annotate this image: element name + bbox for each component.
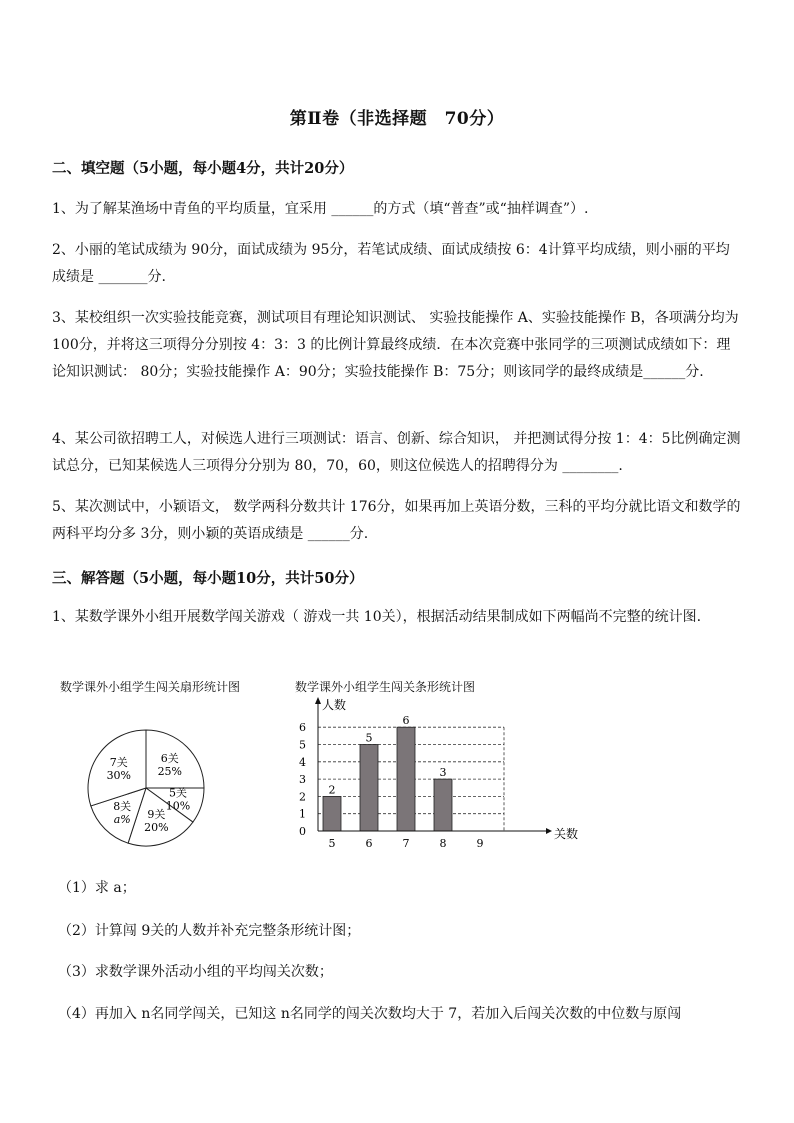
pie-chart bbox=[80, 725, 220, 860]
page-title: 第Ⅱ卷（非选择题 70分） bbox=[289, 109, 505, 129]
fill-in-question-1: 1、为了解某渔场中青鱼的平均质量，宜采用 ______的方式（填“普查”或“抽样调查”）. bbox=[52, 201, 589, 217]
bar-8 bbox=[434, 779, 452, 831]
y-axis-arrow bbox=[315, 697, 321, 704]
pie-slice-value-2: 20% bbox=[144, 821, 169, 834]
bar-value-label: 3 bbox=[439, 766, 447, 780]
fill-in-question-5: 5、某次测试中，小颖语文， 数学两科分数共计 176分，如果再加上英语分数，三科的平均分就比语文和数学的两科平均分多 3分，则小颖的英语成绩是 ______分. bbox=[52, 499, 741, 542]
y-tick-label: 0 bbox=[299, 825, 306, 838]
question-4: （4）再加入 n名同学闯关，已知这 n名同学的闯关次数均大于 7，若加入后闯关次数的中位数与原闯 bbox=[58, 1006, 682, 1022]
fill-in-question-4: 4、某公司欲招聘工人，对候选人进行三项测试：语言、创新、综合知识， 并把测试得分按 1：4：5比例确定测试总分，已知某候选人三项得分分别为 80，70，60，则这位候选人的招聘得分为 ________. bbox=[52, 431, 741, 474]
pie-slice-label-1: 5关 bbox=[169, 786, 187, 800]
pie-slice-label-0: 6关 bbox=[160, 752, 179, 766]
fill-in-question-3: 3、某校组织一次实验技能竞赛，测试项目有理论知识测试、 实验技能操作 A、实验技能操作 B，各项满分均为 100分，并将这三项得分分别按 4：3：3 的比例计算最终成绩．在本次竞赛中张同学的三项测试成绩如下：理论知识测试： 80分；实验技能操作 A：90分；实验技能操作 B：75分；则该同学的最终成绩是______分. bbox=[52, 310, 739, 380]
x-tick-label: 5 bbox=[328, 837, 336, 850]
bar-6 bbox=[360, 745, 378, 832]
y-tick-label: 3 bbox=[299, 773, 306, 787]
pie-slice-label-4: 7关 bbox=[109, 756, 128, 770]
pie-slice-value-1: 10% bbox=[165, 799, 191, 813]
x-axis-arrow bbox=[546, 828, 552, 834]
question-2: （2）计算闯 9关的人数并补充完整条形统计图； bbox=[58, 923, 361, 939]
x-tick-label: 9 bbox=[476, 837, 484, 850]
pie-slice-value-0: 25% bbox=[157, 765, 183, 779]
pie-chart-title: 数学课外小组学生闯关扇形统计图 bbox=[60, 680, 241, 694]
y-tick-label: 1 bbox=[299, 807, 306, 821]
pie-slice-value-4: 30% bbox=[106, 769, 132, 783]
problem-1-text: 1、某数学课外小组开展数学闯关游戏（ 游戏一共 10关），根据活动结果制成如下两幅尚不完整的统计图. bbox=[52, 609, 702, 625]
bar-7 bbox=[397, 727, 415, 831]
y-tick-label: 4 bbox=[299, 755, 306, 769]
question-3: （3）求数学课外活动小组的平均闯关次数； bbox=[58, 964, 333, 980]
bar-value-label: 6 bbox=[402, 714, 410, 728]
fill-in-question-2: 2、小丽的笔试成绩为 90分，面试成绩为 95分，若笔试成绩、面试成绩按 6：4计算平均成绩，则小丽的平均成绩是 _______分. bbox=[52, 242, 730, 285]
y-axis-label: 人数 bbox=[322, 698, 347, 712]
pie-slice-value-3: a% bbox=[113, 812, 131, 826]
y-tick-label: 5 bbox=[299, 738, 306, 752]
y-tick-label: 2 bbox=[299, 790, 306, 804]
section-3-heading: 三、解答题（5小题，每小题10分，共计50分） bbox=[52, 570, 364, 587]
x-tick-label: 7 bbox=[402, 837, 410, 850]
question-1: （1）求 a； bbox=[58, 880, 136, 896]
pie-slice-label-2: 9关 bbox=[147, 808, 166, 821]
bar-chart bbox=[285, 695, 579, 855]
y-tick-label: 6 bbox=[299, 721, 306, 735]
bar-value-label: 2 bbox=[328, 783, 336, 797]
section-2-heading: 二、填空题（5小题，每小题4分，共计20分） bbox=[52, 160, 354, 177]
x-axis-label: 关数 bbox=[554, 827, 579, 841]
x-tick-label: 8 bbox=[439, 837, 447, 850]
x-tick-label: 6 bbox=[365, 837, 373, 850]
bar-value-label: 5 bbox=[365, 731, 373, 745]
bar-chart-title: 数学课外小组学生闯关条形统计图 bbox=[295, 680, 476, 694]
pie-slice-label-3: 8关 bbox=[113, 799, 132, 813]
bar-5 bbox=[323, 796, 341, 831]
